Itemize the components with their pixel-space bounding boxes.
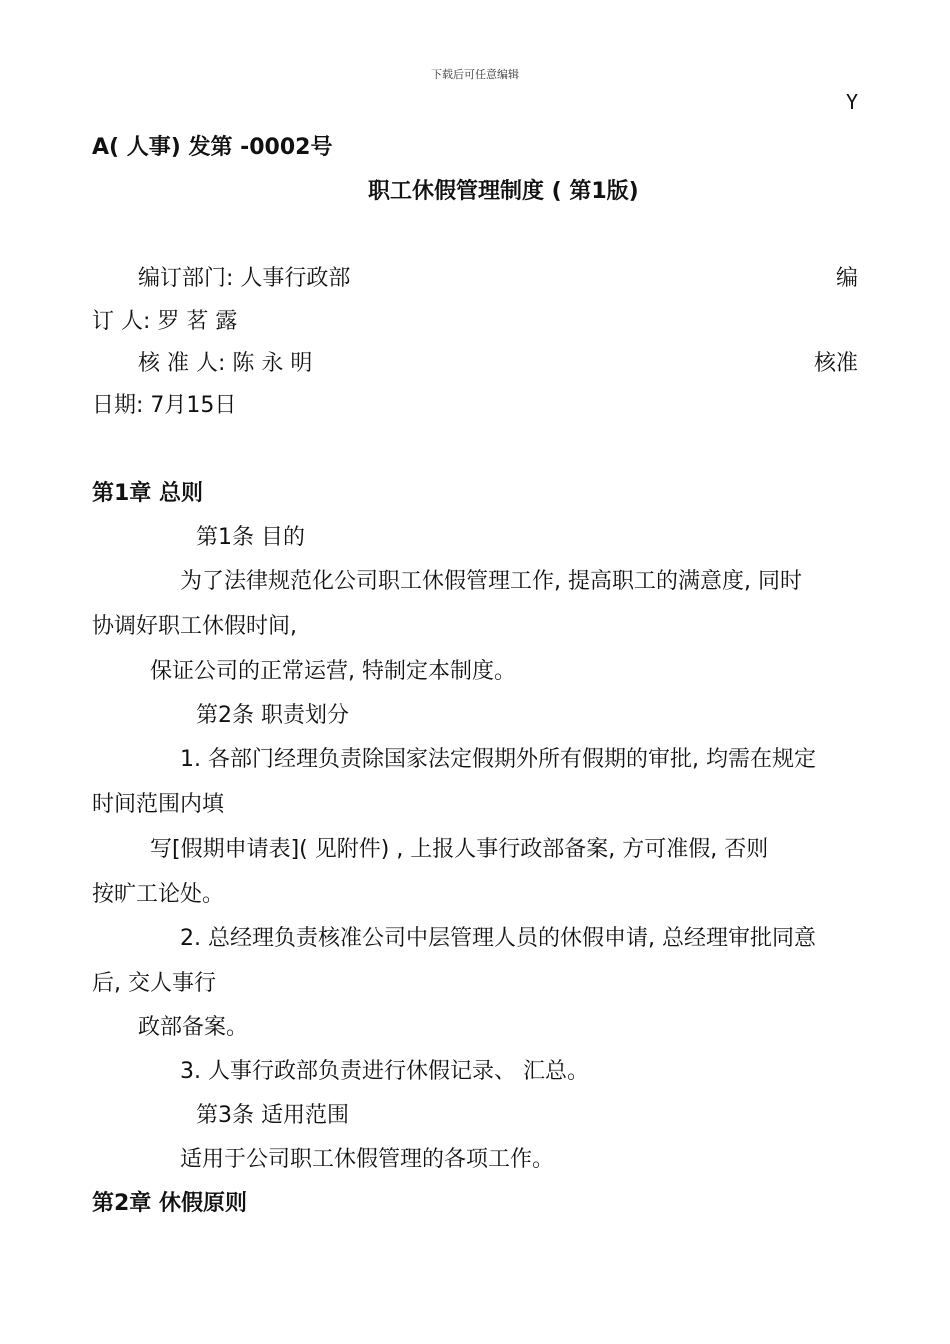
article-1-paragraph-line-2: 协调好职工休假时间,	[92, 614, 297, 639]
department-line-tail: 编	[836, 266, 859, 291]
article-2-item-3: 3. 人事行政部负责进行休假记录、 汇总。	[180, 1059, 589, 1084]
document-number: A( 人事) 发第 -0002号	[92, 135, 333, 160]
article-3-heading: 第3条 适用范围	[196, 1103, 349, 1128]
article-3-paragraph: 适用于公司职工休假管理的各项工作。	[180, 1147, 555, 1172]
article-2-item-2-line-3: 政部备案。	[138, 1015, 249, 1040]
chapter-1-heading: 第1章 总则	[92, 481, 203, 506]
document-title: 职工休假管理制度 ( 第1版)	[368, 179, 639, 204]
approver-line: 核 准 人: 陈 永 明	[138, 351, 313, 376]
date-line: 日期: 7月15日	[92, 393, 237, 418]
editor-line: 订 人: 罗 茗 露	[92, 309, 238, 334]
article-2-item-2-line-2: 后, 交人事行	[92, 971, 216, 996]
article-1-heading: 第1条 目的	[196, 525, 305, 550]
article-2-item-1-line-3: 写[假期申请表]( 见附件) , 上报人事行政部备案, 方可准假, 否则	[150, 837, 769, 862]
approver-line-tail: 核准	[814, 351, 859, 376]
chapter-2-heading: 第2章 休假原则	[92, 1191, 247, 1216]
header-note: 下载后可任意编辑	[431, 68, 519, 81]
article-2-item-1-line-4: 按旷工论处。	[92, 882, 225, 907]
article-1-paragraph-line-1: 为了法律规范化公司职工休假管理工作, 提高职工的满意度, 同时	[180, 569, 802, 594]
department-line: 编订部门: 人事行政部	[138, 266, 351, 291]
article-1-paragraph-line-3: 保证公司的正常运营, 特制定本制度。	[150, 659, 516, 684]
corner-mark: Y	[846, 90, 859, 114]
article-2-item-2-line-1: 2. 总经理负责核准公司中层管理人员的休假申请, 总经理审批同意	[180, 926, 816, 951]
article-2-item-1-line-1: 1. 各部门经理负责除国家法定假期外所有假期的审批, 均需在规定	[180, 747, 816, 772]
article-2-item-1-line-2: 时间范围内填	[92, 792, 225, 817]
article-2-heading: 第2条 职责划分	[196, 703, 349, 728]
